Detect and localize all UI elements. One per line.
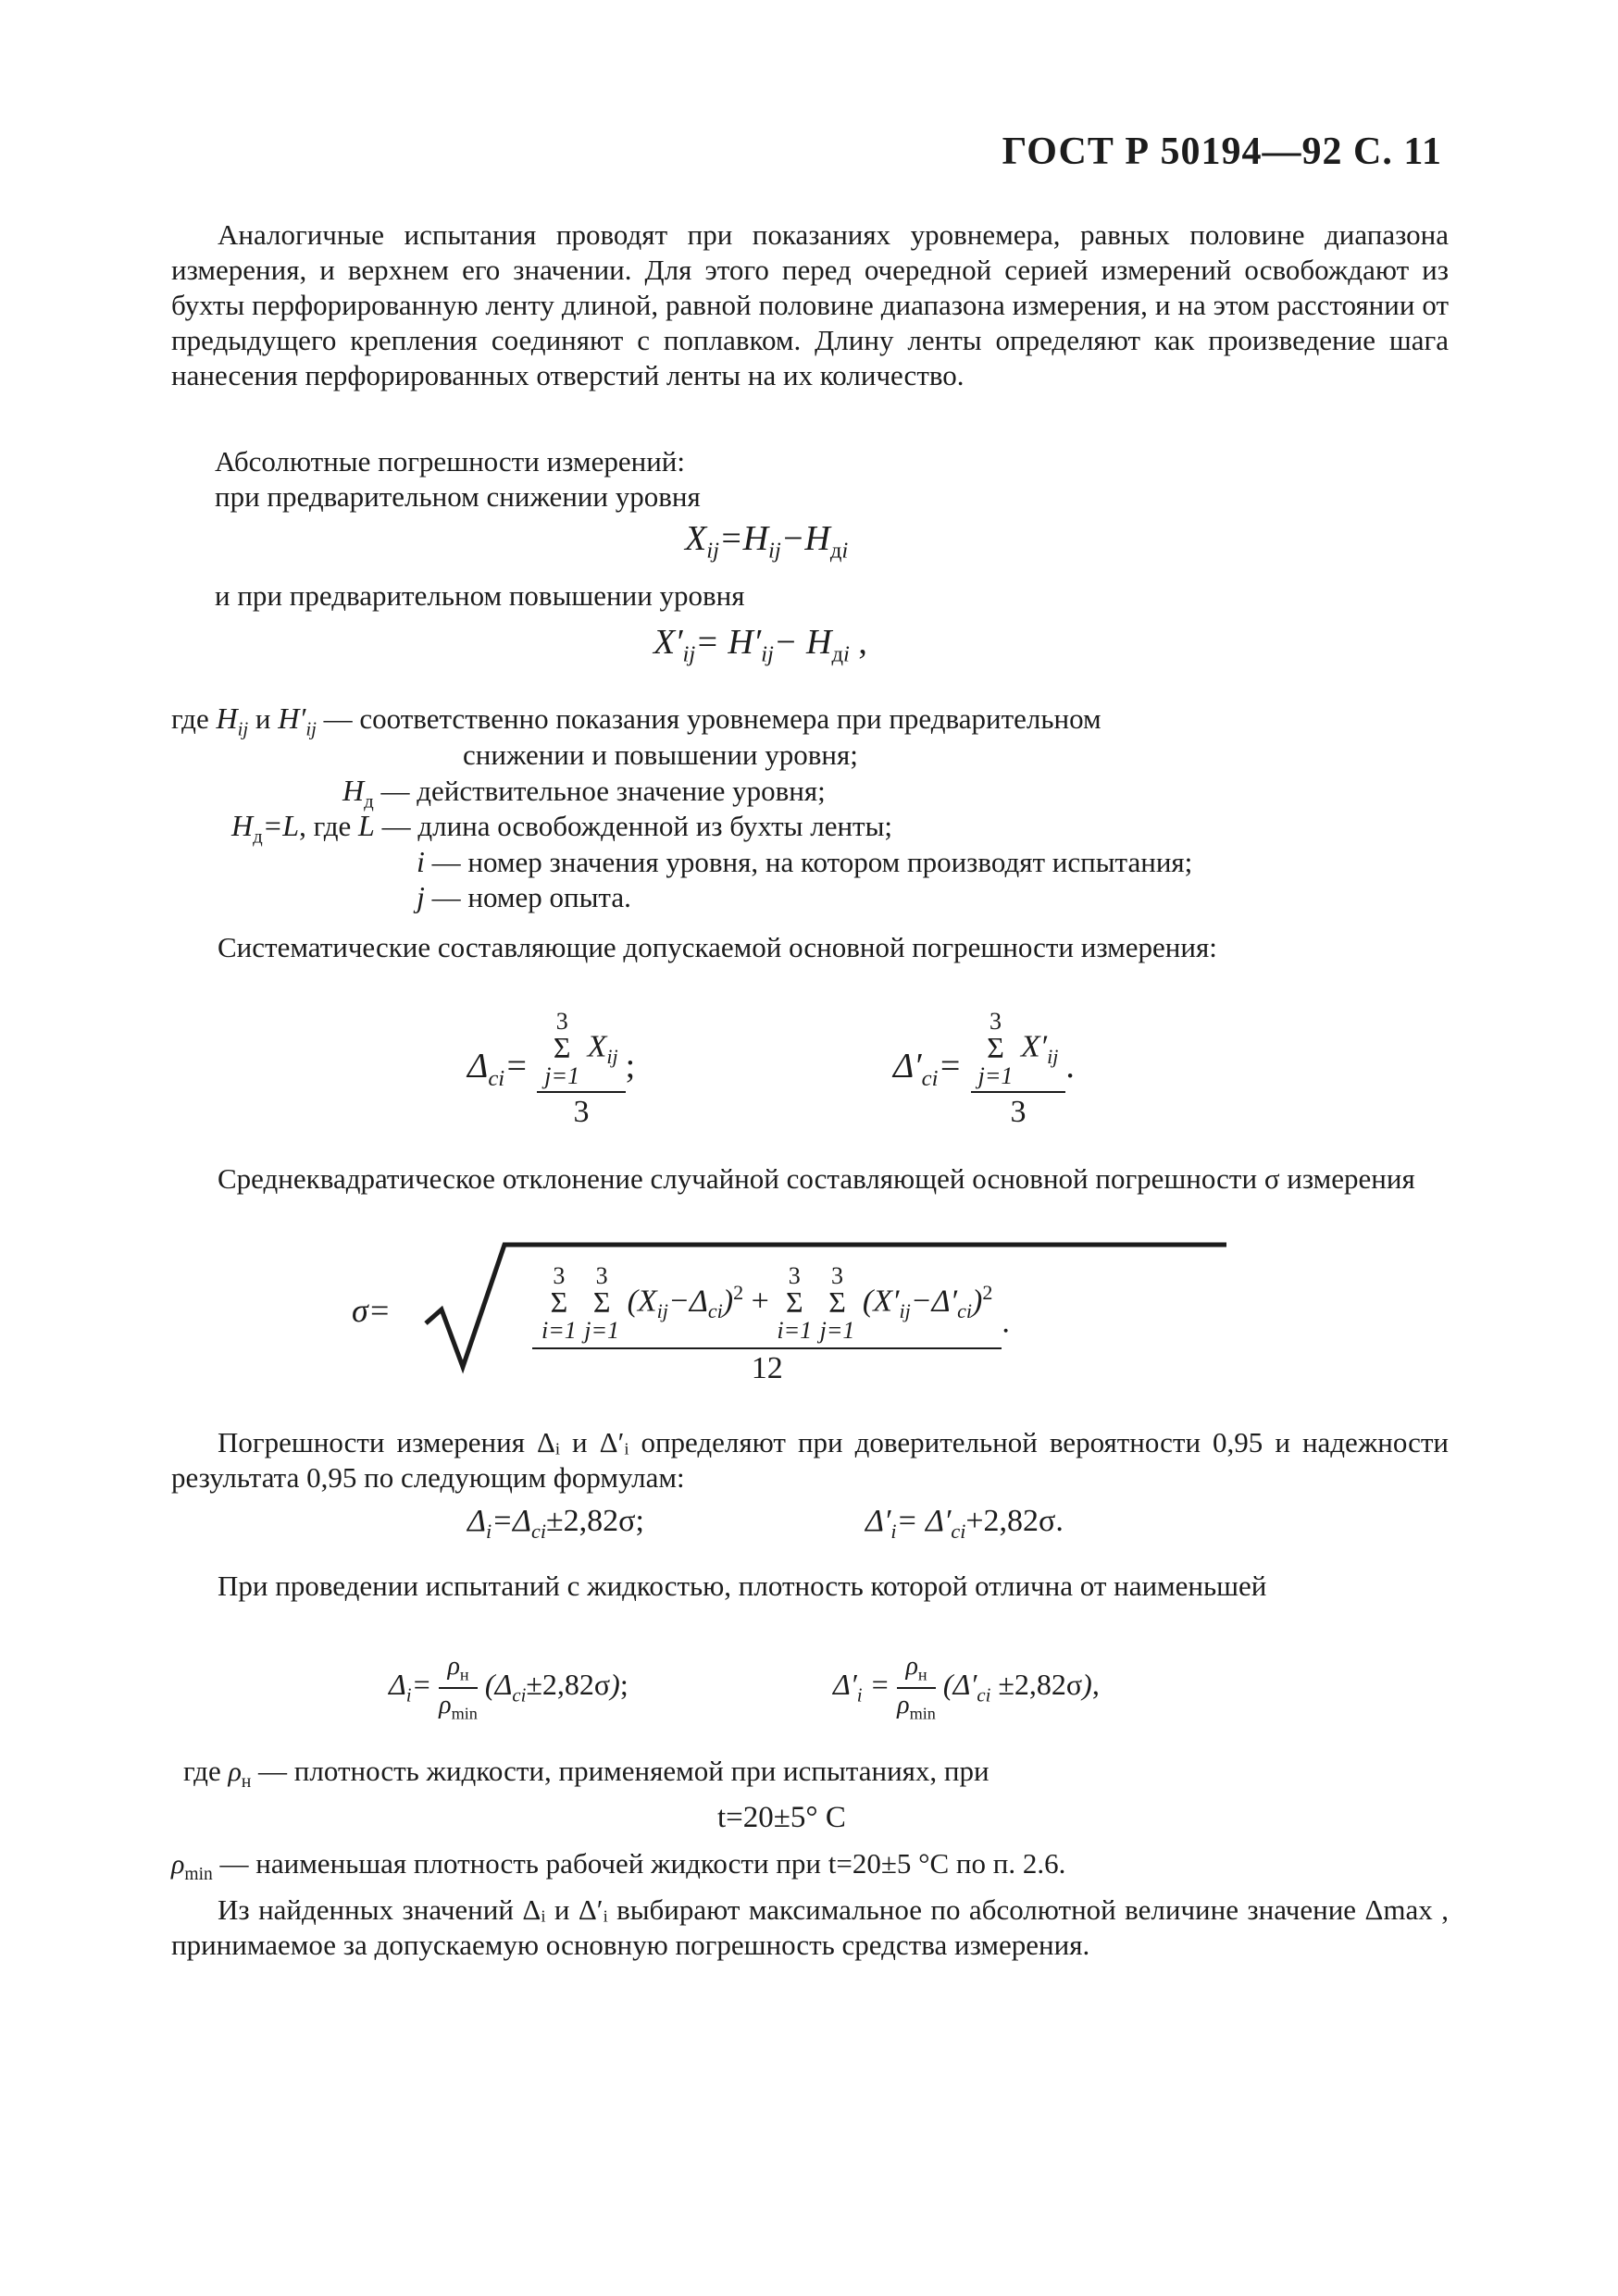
paragraph-errors: Погрешности измерения Δᵢ и Δ′ᵢ определяют при доверительной вероятности 0,95 и надежности результата 0,95 по следующим формулам: (171, 1426, 1449, 1494)
formula-sigma: σ= (352, 1292, 392, 1329)
definition-i-text: — номер значения уровня, на котором производят испытания; (431, 846, 1193, 878)
formula-density-2: $\Delta'_i$ = $\frac{\rho_н}{\rho_{min}}$ $(\Delta'_{ci} \pm 2,82\sigma)$, (833, 1652, 1100, 1723)
abs-errors-raise-label: и при предварительном повышении уровня (215, 579, 745, 612)
definition-hij-text: — соответственно показания уровнемера при предварительном (323, 702, 1101, 735)
abs-errors-title: Абсолютные погрешности измерений: (215, 445, 685, 478)
where-word: где (171, 702, 209, 735)
paragraph-intro: Аналогичные испытания проводят при показаниях уровнемера, равных половине диапазона измерения, и верхнем его значении. Для этого перед очередной серией измерений освобождают из бухты перфорированную ленту длиной, равной половине диапазона измерения, и на этом расстоянии от предыдущего крепления соединяют с поплавком. Длину ленты определяют как произведение шага нанесения перфорированных отверстий ленты на их количество. (171, 218, 1449, 391)
definition-i: i — номер значения уровня, на котором производят испытания; (417, 845, 1193, 878)
definition-L-text: — длина освобожденной из бухты ленты; (381, 810, 893, 842)
definition-hij-cont: снижении и повышении уровня; (463, 738, 858, 771)
paragraph-systematic: Систематические составляющие допускаемой основной погрешности измерения: (218, 931, 1217, 963)
formula-xij: $X_{ij}=H_{ij}-H_{дi}$ (685, 519, 849, 564)
temperature-condition: t=20±5° C (717, 1801, 846, 1834)
definition-rho-min: $\rho_{min}$ — наименьшая плотность рабочей жидкости при t=20±5 °C по п. 2.6. (171, 1847, 1066, 1884)
formula-sigma-body: 3 Σ i=1 3 Σ j=1 $(X_{ij}-\Delta_{ci})^2 + 3$ Σ i=1 3 Σ j=1 $(X'_{ij}-\Delta'_{ci})^2$ 12 . (532, 1263, 1010, 1386)
paragraph-final: Из найденных значений Δᵢ и Δ′ᵢ выбирают максимальное по абсолютной величине значение Δmax , принимаемое за допускаемую основную погрешность средства измерения. (171, 1893, 1449, 1961)
abs-errors-lower-label: при предварительном снижении уровня (215, 480, 701, 513)
definition-j-text: — номер опыта. (431, 881, 631, 913)
formula-delta-ci-prime: $\Delta'_{ci}=$ 3 Σ j=1 $X'_{ij}$ 3 . (893, 1008, 1075, 1129)
and-word: и (255, 702, 271, 735)
definition-rho-n-text: — плотность жидкости, применяемой при испытаниях, при (258, 1755, 989, 1787)
formula-delta-i: $\Delta_i=\Delta_{ci}\pm 2,82\sigma$; (467, 1504, 644, 1543)
definition-j: j — номер опыта. (417, 880, 631, 913)
formula-density-1: $\Delta_i=$ $\frac{\rho_н}{\rho_{min}}$ $(\Delta_{ci}\pm 2,82\sigma)$; (389, 1652, 629, 1723)
formula-xij-prime: $X'_{ij}= H'_{ij}- H_{дi}$ , (653, 623, 867, 667)
paragraph-liquid: При проведении испытаний с жидкостью, плотность которой отлична от наименьшей (218, 1570, 1267, 1602)
definition-rho-min-text: — наименьшая плотность рабочей жидкости при t=20±5 °C по п. 2.6. (219, 1847, 1066, 1880)
paragraph-rms: Среднеквадратическое отклонение случайной составляющей основной погрешности σ измерения (218, 1162, 1415, 1195)
formula-delta-i-prime: $\Delta'_i= \Delta'_{ci}+2,82\sigma$. (865, 1504, 1064, 1543)
definition-hd: $H_д$ — действительное значение уровня; (342, 774, 826, 813)
definition-L-where: , где (299, 810, 352, 842)
definition-hd-text: — действительное значение уровня; (380, 775, 826, 807)
formula-delta-ci: $\Delta_{ci}=$ 3 Σ j=1 $X_{ij}$ 3 ; (467, 1008, 636, 1129)
definition-hij: где $H_{ij}$ и $H'_{ij}$ — соответственно показания уровнемера при предварительном (171, 701, 1101, 740)
definition-rho-n: где $\rho_н$ — плотность жидкости, применяемой при испытаниях, при (183, 1755, 989, 1792)
definition-L: $H_д=L$, где L — длина освобожденной из бухты ленты; (231, 809, 893, 848)
page-header: ГОСТ Р 50194—92 С. 11 (1002, 130, 1442, 173)
